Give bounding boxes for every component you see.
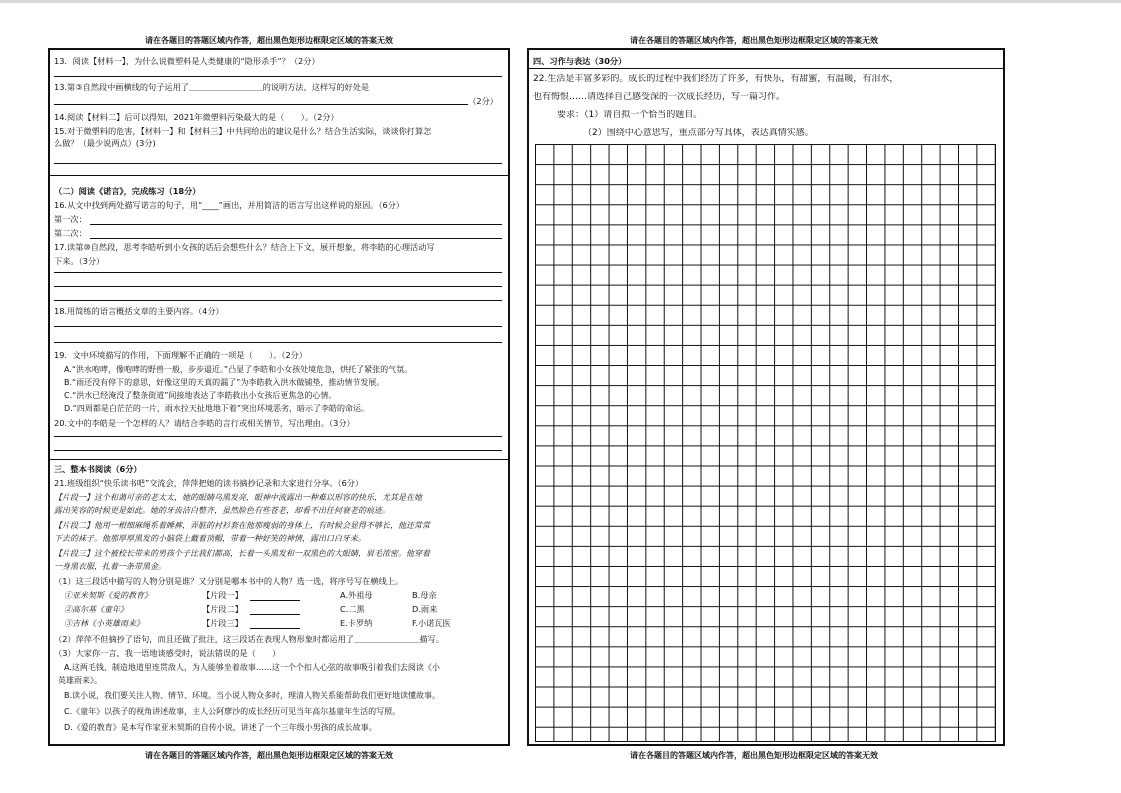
match-blank-1[interactable] xyxy=(250,600,300,601)
left-answer-panel xyxy=(48,48,510,746)
q21-option-a-line1: A.这两毛钱、制造地道里连贯敌人，为人能够坐着故事……这一个个扣人心弦的故事吸引着我们去阅读《小 xyxy=(64,663,440,672)
section-whole-book xyxy=(50,460,508,744)
question-13b: 13.第③自然段中画横线的句子运用了＿＿＿＿＿＿＿＿＿的说明方法，这样写的好处是 xyxy=(54,82,370,92)
char-option-b: B.母亲 xyxy=(412,590,437,600)
q16-first-label: 第一次： xyxy=(54,214,87,224)
excerpt-2-line2: 下去的袜子。他那厚厚黑发的小脑袋上戴着顶帽，带着一种好笑的神情，露出口白牙来。 xyxy=(54,534,366,543)
answer-line[interactable] xyxy=(54,450,502,451)
question-15-line2: 么做？（最少说两点）(3分) xyxy=(54,138,156,148)
char-option-c: C.二黑 xyxy=(340,604,365,614)
q21-option-c: C.《童年》以孩子的视角讲述故事，主人公阿廖沙的成长经历可见当年高尔基童年生活的写照。 xyxy=(64,707,401,716)
q21-part1: （1）这三段话中描写的人物分别是谁？又分别是哪本书中的人物？选一选，将序号写在横线上。 xyxy=(54,576,404,586)
question-22-line2: 也有悔恨……请选择自己感受深的一次成长经历，写一篇习作。 xyxy=(533,92,786,102)
section-3-title: 三、整本书阅读（6分） xyxy=(54,464,142,474)
q21-option-a-line2: 英雄雨来》。 xyxy=(58,676,102,685)
answer-line[interactable] xyxy=(54,286,502,287)
header-notice-left: 请在各题目的答题区域内作答，超出黑色矩形边框限定区域的答案无效 xyxy=(145,36,393,45)
book-option-3: ③吉林《小英雄雨来》 xyxy=(64,619,144,628)
question-17-line1: 17.读第⑩自然段，思考李皓听到小女孩的话后会想些什么？结合上下文，展开想象，将李皓的心理活动写 xyxy=(54,242,435,252)
answer-line[interactable] xyxy=(54,104,468,105)
answer-line[interactable] xyxy=(54,436,502,437)
excerpt-label-2: 【片段二】 xyxy=(202,604,243,614)
q19-option-c: C.“洪水已经淹没了整条街道”间接地表达了李皓救出小女孩后更焦急的心情。 xyxy=(64,391,337,400)
char-option-d: D.雨来 xyxy=(412,604,438,614)
question-16: 16.从文中找到两处描写诺言的句子，用“____”画出，并用简洁的语言写出这样说的原因。（6分） xyxy=(54,200,405,210)
section-4-divider xyxy=(529,68,1003,69)
section-2-title: （二）阅读《诺言》，完成练习（18分） xyxy=(54,186,201,196)
char-option-e: E.卡罗纳 xyxy=(340,618,373,628)
section-reading-one xyxy=(50,50,508,176)
question-15-line1: 15.对于微塑料的危害，【材料一】和【材料三】中共同给出的建议是什么？结合生活实际，谈谈你打算怎 xyxy=(54,126,432,136)
question-17-line2: 下来。（3分） xyxy=(54,256,105,266)
question-22-line1: 22.生活是丰富多彩的。成长的过程中我们经历了许多，有快乐，有甜蜜，有温暖，有泪水， xyxy=(533,74,899,84)
q19-option-b: B.“雨还没有停下的意思，好像这里的天真的漏了”为李皓救入洪水做铺垫，推动情节发展。 xyxy=(64,378,385,387)
q16-second-label: 第二次： xyxy=(54,228,87,238)
excerpt-label-1: 【片段一】 xyxy=(202,590,243,600)
question-19: 19．文中环境描写的作用，下面理解不正确的一项是（ ）。（2分） xyxy=(54,350,308,360)
composition-grid[interactable] xyxy=(535,144,996,742)
footer-notice-right: 请在各题目的答题区域内作答，超出黑色矩形边框限定区域的答案无效 xyxy=(630,751,878,760)
footer-notice-left: 请在各题目的答题区域内作答，超出黑色矩形边框限定区域的答案无效 xyxy=(145,751,393,760)
q21-part3: （3）大家你一言，我一语地谈感受时，说法错误的是（ ） xyxy=(54,648,281,658)
q21-part2: （2）萍萍不但摘抄了语句，而且还做了批注，这三段话在表现人物形象时都运用了＿＿＿＿＿＿＿＿描写。 xyxy=(54,634,445,644)
question-21: 21.班级组织“快乐读书吧”交流会，萍萍把她的读书摘抄记录和大家进行分享。（6分） xyxy=(54,478,364,488)
question-13: 13．阅读【材料一】，为什么说微塑料是人类健康的“隐形杀手”？（2分） xyxy=(54,56,320,66)
excerpt-1-line2: 露出笑容的时候更是如此。她的牙齿洁白整齐，虽然脸色有些苍老，却看不出任何衰老的痕迹。 xyxy=(54,506,390,515)
excerpt-1-line1: 【片段一】这个和蔼可亲的老太太，她的眼睛乌黑发亮，眼神中流露出一种难以形容的快乐，尤其是在她 xyxy=(54,493,422,502)
book-option-1: ①亚米契斯《爱的教育》 xyxy=(64,591,152,600)
char-option-f: F.小诺瓦医 xyxy=(412,618,451,628)
header-notice-right: 请在各题目的答题区域内作答，超出黑色矩形边框限定区域的答案无效 xyxy=(630,36,878,45)
excerpt-2-line1: 【片段二】他用一根细麻绳系着睡裤，弄脏的衬衫套在他那瘦弱的身体上，有时候会显得不够长，他还常常 xyxy=(54,521,430,530)
match-blank-3[interactable] xyxy=(250,628,300,629)
excerpt-3-line2: 一身黑衣服，扎着一条带黑金。 xyxy=(54,562,166,571)
q19-option-a: A.“洪水咆哮，像咆哮的野兽一般，步步逼近。”凸显了李皓和小女孩处境危急，烘托了紧张的气氛。 xyxy=(64,365,413,374)
char-option-a: A.外祖母 xyxy=(340,590,373,600)
section-4-title: 四、习作与表达（30分） xyxy=(533,56,627,66)
right-answer-panel xyxy=(527,48,1005,746)
top-scan-edge xyxy=(0,0,1121,3)
q21-option-b: B.读小说，我们要关注人物、情节、环境。当小说人物众多时，理清人物关系能帮助我们更好地读懂故事。 xyxy=(64,691,441,700)
answer-line[interactable] xyxy=(54,272,502,273)
q21-option-d: D.《爱的教育》是本写作家亚米契斯的自传小说，讲述了一个三年级小男孩的成长故事。 xyxy=(64,723,377,732)
requirement-2: （2）围绕中心意思写，重点部分写具体，表达真情实感。 xyxy=(583,128,814,138)
match-blank-2[interactable] xyxy=(250,614,300,615)
answer-line[interactable] xyxy=(54,342,502,343)
excerpt-3-line1: 【片段三】这个被校长带来的男孩个子比我们都高，长着一头黑发和一双黑色的大眼睛，眉毛浓密。他穿着 xyxy=(54,549,430,558)
question-14: 14.阅读【材料二】后可以得知，2021年微塑料污染最大的是（ ）。（2分） xyxy=(54,112,339,122)
requirement-1: 要求：（1）请自拟一个恰当的题目。 xyxy=(557,110,703,120)
answer-line[interactable] xyxy=(90,238,502,239)
question-20: 20.文中的李皓是一个怎样的人？请结合李皓的言行或相关情节，写出理由。（3分） xyxy=(54,418,355,428)
answer-line[interactable] xyxy=(54,163,502,164)
question-13b-tail: ＿（2分） xyxy=(460,96,498,106)
q19-option-d: D.“四周都是白茫茫的一片，雨水拉天扯地地下着”突出环境恶劣，暗示了李皓的命运。 xyxy=(64,404,369,413)
excerpt-label-3: 【片段三】 xyxy=(202,618,243,628)
answer-line[interactable] xyxy=(90,224,502,225)
question-18: 18.用简练的语言概括文章的主要内容。（4分） xyxy=(54,306,224,316)
answer-line[interactable] xyxy=(54,300,502,301)
answer-line[interactable] xyxy=(54,326,502,327)
answer-line[interactable] xyxy=(54,76,502,77)
book-option-2: ②高尔基《童年》 xyxy=(64,605,128,614)
section-reading-two xyxy=(50,176,508,460)
